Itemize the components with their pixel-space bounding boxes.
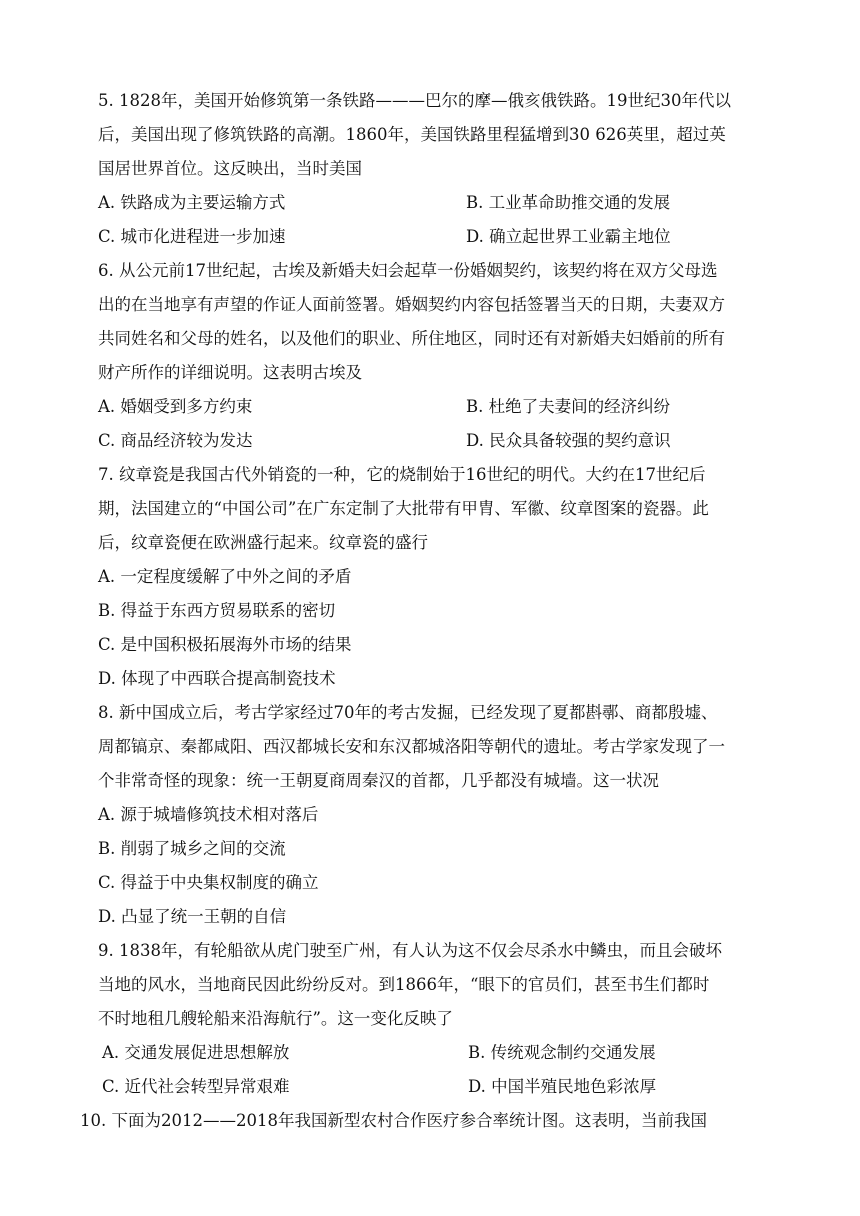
q7-option-d: D. 体现了中西联合提高制瓷技术 [98, 669, 336, 688]
q7-stem-line-3: 后，纹章瓷便在欧洲盛行起来。纹章瓷的盛行 [98, 533, 428, 552]
q10-stem-line-1: 10. 下面为2012——2018年我国新型农村合作医疗参合率统计图。这表明，当前我国 [80, 1111, 707, 1130]
q8-option-a: A. 源于城墙修筑技术相对落后 [98, 805, 319, 824]
q6-stem-line-4: 财产所作的详细说明。这表明古埃及 [98, 363, 362, 382]
q6-stem-line-1: 6. 从公元前17世纪起，古埃及新婚夫妇会起草一份婚姻契约，该契约将在双方父母选 [98, 261, 718, 280]
q8-stem-line-3: 个非常奇怪的现象：统一王朝夏商周秦汉的首都，几乎都没有城墙。这一状况 [98, 771, 659, 790]
q9-option-b: B. 传统观念制约交通发展 [468, 1043, 656, 1062]
q9-stem-line-3: 不时地租几艘轮船来沿海航行”。这一变化反映了 [98, 1009, 453, 1028]
q7-option-b: B. 得益于东西方贸易联系的密切 [98, 601, 336, 620]
q9-option-d: D. 中国半殖民地色彩浓厚 [468, 1077, 657, 1096]
q7-option-c: C. 是中国积极拓展海外市场的结果 [98, 635, 352, 654]
q7-stem-line-1: 7. 纹章瓷是我国古代外销瓷的一种，它的烧制始于16世纪的明代。大约在17世纪后 [98, 465, 706, 484]
q5-option-b: B. 工业革命助推交通的发展 [466, 193, 671, 212]
q6-option-a: A. 婚姻受到多方约束 [98, 397, 253, 416]
q5-option-a: A. 铁路成为主要运输方式 [98, 193, 286, 212]
q5-stem-line-2: 后，美国出现了修筑铁路的高潮。1860年，美国铁路里程猛增到30 626英里，超过英 [98, 125, 726, 144]
q8-stem-line-1: 8. 新中国成立后，考古学家经过70年的考古发掘，已经发现了夏都斟鄩、商都殷墟、 [98, 703, 718, 722]
q8-option-d: D. 凸显了统一王朝的自信 [98, 907, 287, 926]
q6-option-b: B. 杜绝了夫妻间的经济纠纷 [466, 397, 671, 416]
q6-stem-line-2: 出的在当地享有声望的作证人面前签署。婚姻契约内容包括签署当天的日期，夫妻双方 [98, 295, 725, 314]
q9-option-a: A. 交通发展促进思想解放 [102, 1043, 290, 1062]
q5-option-d: D. 确立起世界工业霸主地位 [466, 227, 671, 246]
q8-stem-line-2: 周都镐京、秦都咸阳、西汉都城长安和东汉都城洛阳等朝代的遗址。考古学家发现了一 [98, 737, 725, 756]
q6-option-c: C. 商品经济较为发达 [98, 431, 253, 450]
q5-stem-line-3: 国居世界首位。这反映出，当时美国 [98, 159, 362, 178]
q9-option-c: C. 近代社会转型异常艰难 [102, 1077, 290, 1096]
q6-option-d: D. 民众具备较强的契约意识 [466, 431, 671, 450]
q9-stem-line-2: 当地的风水，当地商民因此纷纷反对。到1866年，“眼下的官员们，甚至书生们都时 [98, 975, 710, 994]
q5-stem-line-1: 5. 1828年，美国开始修筑第一条铁路———巴尔的摩—俄亥俄铁路。19世纪30年代以 [98, 91, 731, 110]
q8-option-b: B. 削弱了城乡之间的交流 [98, 839, 286, 858]
q9-stem-line-1: 9. 1838年，有轮船欲从虎门驶至广州，有人认为这不仅会尽杀水中鳞虫，而且会破坏 [98, 941, 722, 960]
q8-option-c: C. 得益于中央集权制度的确立 [98, 873, 319, 892]
q7-option-a: A. 一定程度缓解了中外之间的矛盾 [98, 567, 352, 586]
q6-stem-line-3: 共同姓名和父母的姓名，以及他们的职业、所住地区，同时还有对新婚夫妇婚前的所有 [98, 329, 725, 348]
q7-stem-line-2: 期，法国建立的“中国公司”在广东定制了大批带有甲胄、军徽、纹章图案的瓷器。此 [98, 499, 709, 518]
q5-option-c: C. 城市化进程进一步加速 [98, 227, 286, 246]
